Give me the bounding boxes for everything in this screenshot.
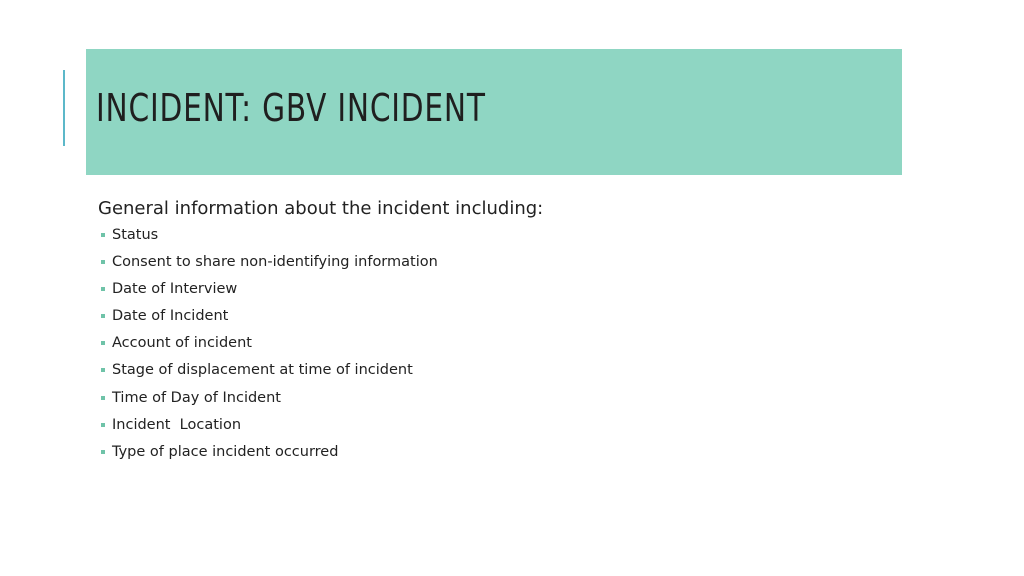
intro-text: General information about the incident including: bbox=[98, 198, 544, 219]
bullet-text: Incident Location bbox=[112, 416, 242, 433]
bullet-item bbox=[98, 330, 898, 357]
title-accent-line bbox=[63, 70, 65, 146]
slide-content bbox=[98, 196, 898, 466]
bullet-item bbox=[98, 439, 898, 466]
bullet-text: Status bbox=[112, 227, 159, 243]
square-bullet-icon bbox=[101, 287, 105, 291]
bullet-text: Time of Day of Incident bbox=[112, 389, 281, 406]
square-bullet-icon bbox=[101, 260, 105, 264]
bullet-item bbox=[98, 222, 898, 249]
bullet-text: Date of Interview bbox=[112, 281, 238, 298]
square-bullet-icon bbox=[101, 368, 105, 372]
square-bullet-icon bbox=[101, 423, 105, 427]
bullet-item bbox=[98, 276, 898, 303]
square-bullet-icon bbox=[101, 341, 105, 345]
bullet-text: Stage of displacement at time of incident bbox=[112, 362, 413, 379]
slide-title: INCIDENT: GBV INCIDENT bbox=[96, 86, 486, 130]
bullet-item bbox=[98, 412, 898, 439]
bullet-text: Consent to share non-identifying information bbox=[112, 254, 438, 271]
square-bullet-icon bbox=[101, 396, 105, 400]
bullet-item bbox=[98, 385, 898, 412]
bullet-item bbox=[98, 303, 898, 330]
square-bullet-icon bbox=[101, 233, 105, 237]
square-bullet-icon bbox=[101, 450, 105, 454]
bullet-text: Account of incident bbox=[112, 335, 252, 352]
bullet-text: Type of place incident occurred bbox=[112, 443, 339, 460]
bullet-text: Date of Incident bbox=[112, 308, 229, 325]
bullet-list bbox=[98, 222, 898, 466]
bullet-item bbox=[98, 249, 898, 276]
square-bullet-icon bbox=[101, 314, 105, 318]
bullet-item bbox=[98, 357, 898, 384]
